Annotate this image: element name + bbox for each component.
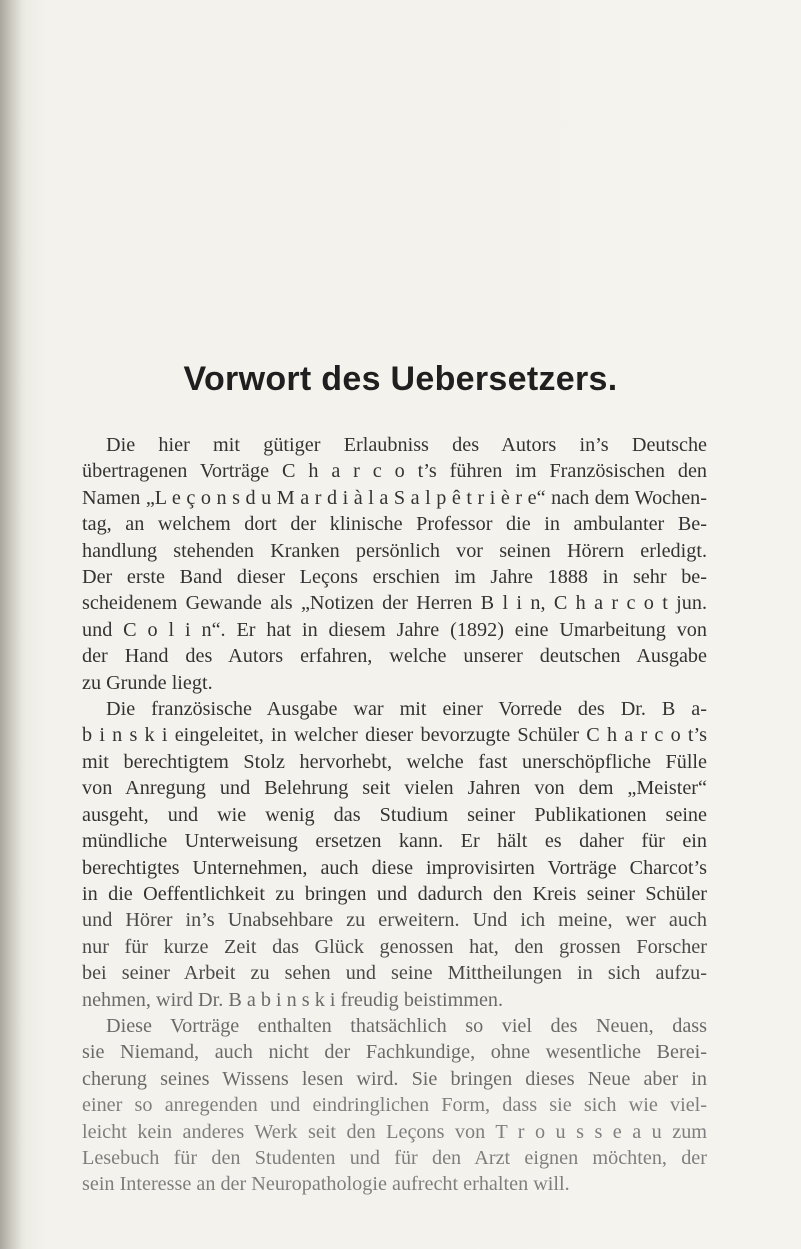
text-line: und C o l i n“. Er hat in diesem Jahre (1892) eine Umarbeitung von bbox=[82, 618, 707, 641]
text-line: cherung seines Wissens lesen wird. Sie bringen dieses Neue aber in bbox=[82, 1067, 707, 1090]
text-line: Die hier mit gütiger Erlaubniss des Autors in’s Deutsche bbox=[106, 434, 707, 456]
text-line: in die Oeffentlichkeit zu bringen und dadurch den Kreis seiner Schüler bbox=[82, 882, 707, 905]
page-title: Vorwort des Uebersetzers. bbox=[183, 360, 618, 398]
text-line: scheidenem Gewande als „Notizen der Herren B l i n, C h a r c o t jun. bbox=[82, 592, 707, 615]
text-line: einer so anregenden und eindringlichen Form, dass sie sich wie viel- bbox=[82, 1094, 707, 1117]
text-line: und Hörer in’s Unabsehbare zu erweitern. Und ich meine, wer auch bbox=[82, 909, 707, 932]
text-line: b i n s k i eingeleitet, in welcher dieser bevorzugte Schüler C h a r c o t’s bbox=[82, 724, 707, 747]
text-line: zu Grunde liegt. bbox=[82, 671, 213, 694]
text-line: übertragenen Vorträge C h a r c o t’s führen im Französischen den bbox=[82, 460, 707, 483]
text-line: handlung stehenden Kranken persönlich vor seinen Hörern erledigt. bbox=[82, 539, 707, 562]
text-line: sie Niemand, auch nicht der Fachkundige, ohne wesentliche Berei- bbox=[82, 1041, 707, 1064]
text-line: von Anregung und Belehrung seit vielen Jahren von dem „Meister“ bbox=[82, 777, 707, 800]
text-line: Lesebuch für den Studenten und für den Arzt eignen möchten, der bbox=[82, 1146, 707, 1169]
text-line: tag, an welchem dort der klinische Professor die in ambulanter Be- bbox=[82, 513, 707, 536]
text-line: leicht kein anderes Werk seit den Leçons von T r o u s s e a u zum bbox=[82, 1120, 707, 1143]
text-line: nehmen, wird Dr. B a b i n s k i freudig beistimmen. bbox=[82, 988, 504, 1011]
text-line: mündliche Unterweisung ersetzen kann. Er hält es daher für ein bbox=[82, 830, 707, 853]
text-line: ausgeht, und wie wenig das Studium seiner Publikationen seine bbox=[82, 803, 707, 826]
binding-shadow bbox=[0, 0, 22, 1249]
text-line: bei seiner Arbeit zu sehen und seine Mittheilungen in sich aufzu- bbox=[82, 962, 707, 985]
text-line: sein Interesse an der Neuropathologie aufrecht erhalten will. bbox=[82, 1173, 570, 1196]
text-line: Namen „L e ç o n s d u M a r d i à l a S a l p ê t r i è r e“ nach dem Wochen- bbox=[82, 486, 707, 509]
text-line: Der erste Band dieser Leçons erschien im Jahre 1888 in sehr be- bbox=[82, 566, 707, 589]
text-line: mit berechtigtem Stolz hervorhebt, welche fast unerschöpfliche Fülle bbox=[82, 750, 707, 773]
text-line: der Hand des Autors erfahren, welche unserer deutschen Ausgabe bbox=[82, 645, 707, 668]
text-line: Die französische Ausgabe war mit einer Vorrede des Dr. B a- bbox=[106, 698, 707, 721]
body-text bbox=[82, 432, 707, 1198]
text-line: berechtigtes Unternehmen, auch diese improvisirten Vorträge Charcot’s bbox=[82, 856, 707, 879]
text-line: nur für kurze Zeit das Glück genossen hat, den grossen Forscher bbox=[82, 935, 707, 958]
text-line: Diese Vorträge enthalten thatsächlich so viel des Neuen, dass bbox=[106, 1014, 707, 1037]
